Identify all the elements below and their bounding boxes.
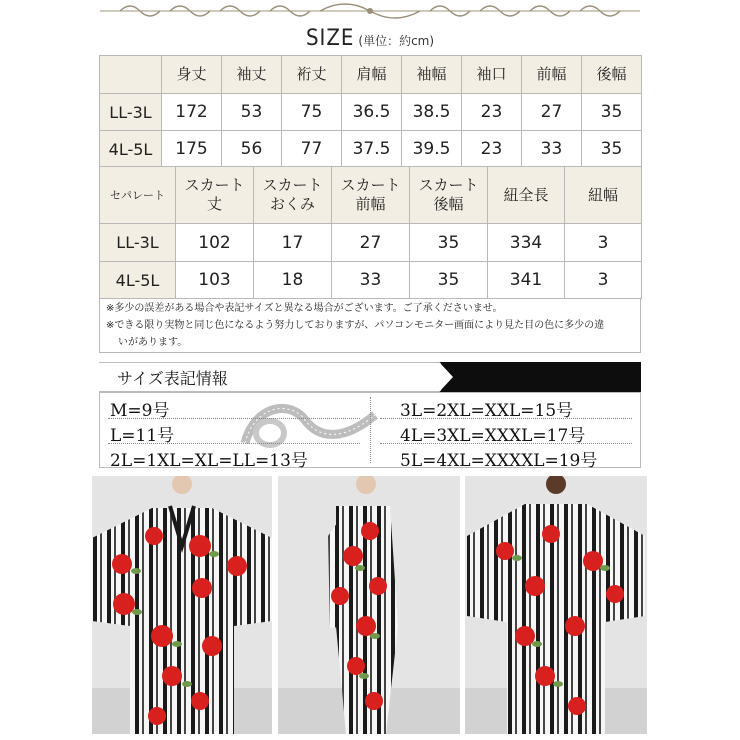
table-row bbox=[100, 131, 642, 168]
header-line: 丈 bbox=[206, 195, 222, 213]
table-cell: 35 bbox=[410, 224, 488, 262]
separate-corner-label: セパレート bbox=[100, 167, 176, 224]
product-photo-back bbox=[465, 476, 647, 734]
arrow-notch-icon bbox=[439, 362, 479, 392]
table-cell: 172 bbox=[162, 94, 222, 131]
table-cell: 35 bbox=[582, 94, 642, 131]
table-cell: 175 bbox=[162, 131, 222, 168]
size-info-title: サイズ表記情報 bbox=[117, 369, 228, 388]
table-row bbox=[100, 224, 642, 262]
size-info-header bbox=[99, 362, 641, 392]
table-cell: 27 bbox=[332, 224, 410, 262]
main-size-table bbox=[99, 55, 642, 168]
column-header bbox=[332, 167, 410, 224]
table-cell: 77 bbox=[282, 131, 342, 168]
note-text: ※多少の誤差がある場合や表記サイズと異なる場合がございます。ご了承くださいませ。 bbox=[106, 303, 503, 314]
table-cell: 334 bbox=[488, 224, 565, 262]
row-size-label: 4L-5L bbox=[100, 262, 176, 299]
table-cell: 36.5 bbox=[342, 94, 402, 131]
column-header: 袖幅 bbox=[402, 56, 462, 94]
table-cell: 37.5 bbox=[342, 131, 402, 168]
header-line: スカート bbox=[262, 176, 323, 194]
table-cell: 18 bbox=[254, 262, 332, 299]
column-header: 身丈 bbox=[162, 56, 222, 94]
column-header: 紐全長 bbox=[488, 167, 565, 224]
size-heading bbox=[0, 26, 740, 51]
table-cell: 75 bbox=[282, 94, 342, 131]
column-header bbox=[410, 167, 488, 224]
table-cell: 27 bbox=[522, 94, 582, 131]
size-title: SIZE bbox=[305, 26, 355, 51]
column-header: 肩幅 bbox=[342, 56, 402, 94]
header-line: スカート bbox=[418, 176, 479, 194]
size-equivalence: M=9号 bbox=[110, 401, 170, 421]
size-conversion-box bbox=[99, 392, 641, 471]
note-text: ※できる限り実物と同じ色になるよう努力しておりますが、パソコンモニター画面により見た目の色に多少の違 bbox=[106, 320, 605, 331]
column-divider bbox=[370, 397, 372, 463]
header-line: 前幅 bbox=[355, 195, 386, 213]
separate-header-row bbox=[100, 167, 642, 224]
table-cell: 53 bbox=[222, 94, 282, 131]
header-line: スカート bbox=[184, 176, 245, 194]
size-equivalence: 5L=4XL=XXXXL=19号 bbox=[400, 451, 598, 471]
row-size-label: LL-3L bbox=[100, 224, 176, 262]
column-header bbox=[176, 167, 254, 224]
column-header: 袖丈 bbox=[222, 56, 282, 94]
product-photo-side bbox=[278, 476, 460, 734]
table-cell: 3 bbox=[565, 262, 642, 299]
row-size-label: LL-3L bbox=[100, 94, 162, 131]
header-line: 後幅 bbox=[433, 195, 464, 213]
column-header bbox=[254, 167, 332, 224]
column-header: 紐幅 bbox=[565, 167, 642, 224]
product-photo-front bbox=[92, 476, 272, 734]
unit-label: (単位：約cm) bbox=[358, 34, 435, 48]
table-cell: 23 bbox=[462, 131, 522, 168]
table-row bbox=[100, 94, 642, 131]
table-cell: 23 bbox=[462, 94, 522, 131]
table-cell: 38.5 bbox=[402, 94, 462, 131]
size-equivalence: L=11号 bbox=[110, 426, 175, 446]
table-cell: 103 bbox=[176, 262, 254, 299]
table-cell: 102 bbox=[176, 224, 254, 262]
table-cell: 33 bbox=[522, 131, 582, 168]
column-header: 後幅 bbox=[582, 56, 642, 94]
main-header-row bbox=[100, 56, 642, 94]
column-header: 裄丈 bbox=[282, 56, 342, 94]
table-cell: 35 bbox=[582, 131, 642, 168]
header-line: スカート bbox=[340, 176, 401, 194]
table-cell: 56 bbox=[222, 131, 282, 168]
column-header: 袖口 bbox=[462, 56, 522, 94]
header-line: おくみ bbox=[269, 195, 315, 213]
table-row bbox=[100, 262, 642, 299]
note-text: いがあります。 bbox=[118, 337, 188, 348]
table-cell: 33 bbox=[332, 262, 410, 299]
ornament-divider bbox=[100, 0, 640, 22]
notes-box bbox=[99, 298, 641, 353]
table-cell: 17 bbox=[254, 224, 332, 262]
separate-size-table bbox=[99, 166, 642, 299]
corner-cell bbox=[100, 56, 162, 94]
row-size-label: 4L-5L bbox=[100, 131, 162, 168]
size-equivalence: 4L=3XL=XXXL=17号 bbox=[400, 426, 586, 446]
column-header: 前幅 bbox=[522, 56, 582, 94]
table-cell: 341 bbox=[488, 262, 565, 299]
size-equivalence: 3L=2XL=XXL=15号 bbox=[400, 401, 574, 421]
table-cell: 39.5 bbox=[402, 131, 462, 168]
table-cell: 3 bbox=[565, 224, 642, 262]
table-cell: 35 bbox=[410, 262, 488, 299]
size-equivalence: 2L=1XL=XL=LL=13号 bbox=[110, 451, 308, 471]
